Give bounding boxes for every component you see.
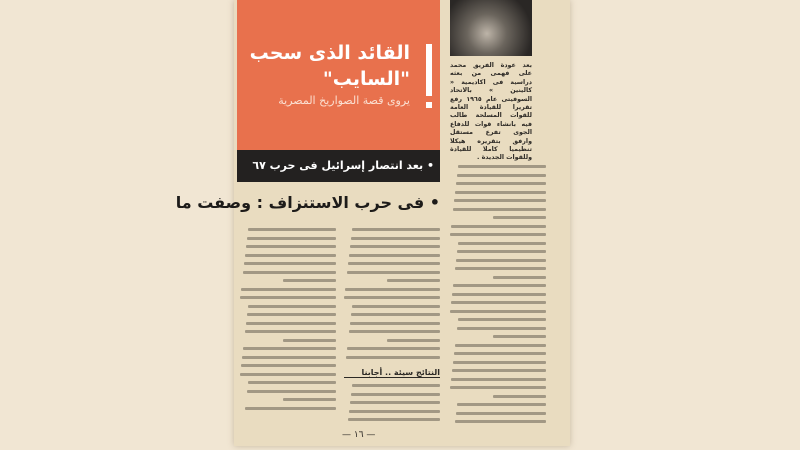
text-line: [457, 403, 546, 406]
text-line: [352, 305, 440, 308]
text-line: [454, 352, 546, 355]
text-line: [351, 237, 440, 240]
text-line: [344, 296, 440, 299]
text-line: [245, 407, 336, 410]
exclamation-mark: [426, 44, 432, 96]
text-line: [351, 313, 440, 316]
text-line: [453, 361, 546, 364]
intro-paragraph: بعد عودة الفريق محمد على فهمى من بعثه دراسية فى اكاديمية « كالينين » بالاتحاد السوفيتى عام ١٩٦٥ رفع تقريرا للقيادة العامة للقوات المسلحة طالب فيه بانشاء قوات للدفاع الجوى تفرع مستقل وارفق بتقريره هيكلا تنظيميا كاملا للقيادة وللقوات الجديدة .: [450, 62, 532, 162]
text-line: [455, 267, 546, 270]
text-line: [348, 418, 440, 421]
text-line: [453, 284, 546, 287]
text-line: [450, 310, 546, 313]
article-subtitle: يروى قصة الصواريخ المصرية: [278, 94, 410, 107]
text-line: [245, 330, 336, 333]
text-line: [246, 245, 336, 248]
text-line: [243, 271, 336, 274]
text-line: [349, 410, 440, 413]
text-line: [246, 322, 336, 325]
text-line: [240, 296, 336, 299]
text-line: [493, 276, 546, 279]
text-line: [450, 386, 546, 389]
subheading: النتائج سيئة .. أجابنا: [344, 368, 440, 378]
text-line: [245, 254, 336, 257]
page-number: — ١٦ —: [342, 430, 376, 440]
text-column-right: [450, 165, 546, 429]
text-line: [457, 174, 546, 177]
text-line: [452, 369, 546, 372]
text-line: [248, 381, 336, 384]
text-line: [456, 182, 546, 185]
title-line-1: القائد الذى سحب: [249, 42, 410, 64]
magazine-page: [175, 0, 570, 446]
text-line: [283, 398, 336, 401]
text-line: [457, 250, 546, 253]
title-box: [237, 0, 440, 150]
text-line: [453, 208, 546, 211]
text-line: [346, 356, 440, 359]
text-line: [350, 245, 440, 248]
text-line: [451, 378, 546, 381]
text-line: [457, 327, 546, 330]
text-line: [244, 262, 336, 265]
text-line: [349, 254, 440, 257]
text-line: [243, 347, 336, 350]
text-line: [348, 262, 440, 265]
text-line: [455, 191, 546, 194]
text-line: [247, 390, 336, 393]
title-line-2: "السايب": [322, 68, 410, 90]
text-line: [458, 318, 546, 321]
text-line: [247, 237, 336, 240]
text-column-left: [240, 228, 336, 415]
text-line: [347, 347, 440, 350]
text-line: [458, 165, 546, 168]
text-line: [352, 384, 440, 387]
section-bar-heading: • بعد انتصار إسرائيل فى حرب ٦٧: [237, 150, 440, 182]
text-line: [242, 356, 336, 359]
text-line: [387, 279, 440, 282]
text-line: [493, 216, 546, 219]
text-line: [458, 242, 546, 245]
text-line: [450, 233, 546, 236]
text-line: [283, 339, 336, 342]
text-line: [349, 330, 440, 333]
text-line: [352, 228, 440, 231]
text-line: [454, 199, 546, 202]
article-title: [250, 40, 410, 92]
text-line: [455, 344, 546, 347]
text-line: [345, 288, 440, 291]
text-line: [455, 420, 546, 423]
text-line: [248, 305, 336, 308]
text-line: [451, 301, 546, 304]
text-line: [241, 288, 336, 291]
text-line: [241, 364, 336, 367]
text-column-middle: [344, 228, 440, 364]
text-line: [240, 373, 336, 376]
text-line: [452, 293, 546, 296]
text-line: [351, 393, 440, 396]
section-headline: • فى حرب الاستنزاف : وصفت ما: [175, 193, 440, 212]
text-line: [493, 395, 546, 398]
text-line: [456, 259, 546, 262]
text-line: [350, 401, 440, 404]
portrait-photo: [450, 0, 532, 56]
text-line: [493, 335, 546, 338]
text-column-middle-lower: [344, 384, 440, 427]
text-line: [456, 412, 546, 415]
text-line: [283, 279, 336, 282]
text-line: [347, 271, 440, 274]
text-line: [247, 313, 336, 316]
text-line: [451, 225, 546, 228]
text-line: [387, 339, 440, 342]
text-line: [350, 322, 440, 325]
text-line: [248, 228, 336, 231]
